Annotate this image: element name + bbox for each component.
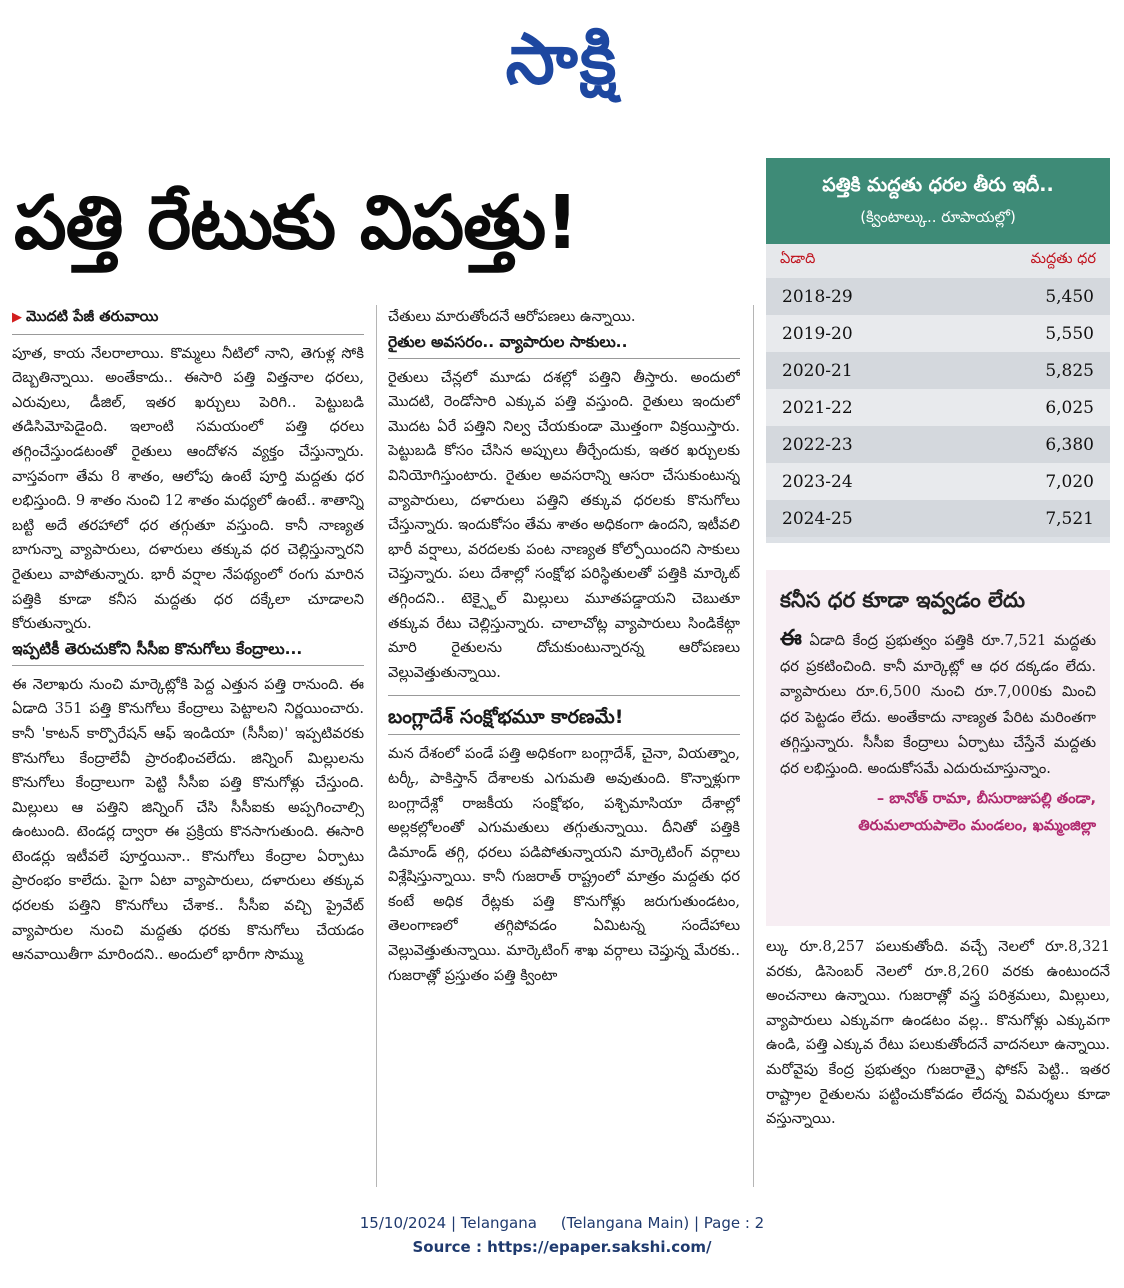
divider	[388, 695, 740, 696]
quote-title: కనీస ధర కూడా ఇవ్వడం లేదు	[780, 588, 1026, 612]
quote-signature-line-1: – బానోత్ రామా, బీసురాజుపల్లి తండా,	[876, 790, 1096, 807]
row-year: 2023-24	[782, 471, 853, 492]
table-row	[766, 389, 1110, 426]
column2-paragraph-3: మన దేశంలో పండే పత్తి అధికంగా బంగ్లాదేశ్, చైనా, వియత్నాం, టర్కీ, పాకిస్తాన్ దేశాలకు ఎగుమతి అవుతుంది. కొన్నాళ్లుగా బంగ్లాదేశ్లో రాజకీయ సంక్షోభం, పశ్చిమాసియా దేశాల్లో అల్లకల్లోలంతో ఎగుమతులు తగ్గుతున్నాయి. దీనితో పత్తికి డిమాండ్ తగ్గి, ధరలు పడిపోతున్నాయని మార్కెటింగ్ వర్గాలు విశ్లేషిస్తున్నాయి. కానీ గుజరాత్ రాష్ట్రంలో మాత్రం మద్దతు ధర కంటే అధిక రేట్లకు పత్తి కొనుగోళ్లు జరుగుతుండటం, తెలంగాణలో తగ్గిపోవడం ఏమిటన్న సందేహాలు వెల్లువెత్తుతున్నాయి. మార్కెటింగ్ శాఖ వర్గాలు చెప్తున్న మేరకు.. గుజరాత్లో ప్రస్తుతం పత్తి క్వింటా	[388, 745, 740, 984]
article-column-1	[12, 305, 364, 1190]
column1-paragraph-1: పూత, కాయ నేలరాలాయి. కొమ్మలు నీటిలో నాని, తెగుళ్ల సోకి దెబ్బతిన్నాయి. అంతేకాదు.. ఈసారి పత్తి విత్తనాల ధరలు, ఎరువులు, డీజిల్, ఇతర ఖర్చులు పెరిగి.. పెట్టుబడి తడిసిమోపెడైంది. ఇలాంటి సమయంలో పత్తి ధరలు తగ్గించేస్తుండటంతో రైతులు ఆందోళన వ్యక్తం చేస్తున్నారు. వాస్తవంగా తేమ 8 శాతం, ఆలోపు ఉంటే పూర్తి మద్దతు ధర లభిస్తుంది. 9 శాతం నుంచి 12 శాతం మధ్యలో ఉంటే.. శాతాన్ని బట్టి అదే తరహాలో ధర తగ్గుతూ వస్తుంది. కానీ నాణ్యత బాగున్నా వ్యాపారులు, దళారులు తక్కువ ధర చెల్లిస్తున్నారని రైతులు వాపోతున్నారు. భారీ వర్షాల నేపథ్యంలో రంగు మారిన పత్తికి కూడా కనీస మద్దతు ధర దక్కేలా చూడాలని కోరుతున్నారు.	[12, 344, 364, 633]
row-price: 5,450	[1045, 286, 1094, 307]
table-row	[766, 315, 1110, 352]
table-row	[766, 426, 1110, 463]
msp-table-header	[766, 158, 1110, 244]
sakshi-logo: సాక్షి	[505, 18, 619, 100]
footer-source: Source : https://epaper.sakshi.com/	[412, 1238, 712, 1256]
msp-table-title: పత్తికి మద్దతు ధరల తీరు ఇదీ..	[822, 174, 1054, 196]
bangladesh-subheading: బంగ్లాదేశ్ సంక్షోభమూ కారణమే!	[388, 706, 624, 729]
msp-table-body	[766, 278, 1110, 537]
table-row	[766, 463, 1110, 500]
col-header-price: మద్దతు ధర	[1030, 251, 1096, 267]
quote-body	[780, 626, 1096, 781]
msp-table-column-headers	[766, 244, 1110, 278]
continuation-label	[12, 305, 364, 331]
row-year: 2021-22	[782, 397, 853, 418]
msp-table-subtitle: (క్వింటాల్కు.. రూపాయల్లో)	[860, 208, 1016, 226]
play-arrow-icon: ▶	[12, 310, 22, 325]
divider	[388, 734, 740, 735]
continuation-text: మొదటి పేజీ తరువాయి	[26, 308, 159, 325]
col-header-year: ఏడాది	[780, 251, 816, 267]
divider	[388, 358, 740, 359]
row-year: 2024-25	[782, 508, 853, 529]
row-price: 7,521	[1045, 508, 1094, 529]
row-year: 2022-23	[782, 434, 853, 455]
row-price: 6,025	[1045, 397, 1094, 418]
row-year: 2018-29	[782, 286, 853, 307]
column-rule	[753, 305, 754, 1187]
row-year: 2020-21	[782, 360, 853, 381]
row-year: 2019-20	[782, 323, 853, 344]
row-price: 5,550	[1045, 323, 1094, 344]
table-row	[766, 500, 1110, 537]
divider	[12, 665, 364, 666]
table-row	[766, 278, 1110, 315]
column2-paragraph-1: చేతులు మారుతోందనే ఆరోపణలు ఉన్నాయి.	[388, 308, 636, 325]
table-row	[766, 352, 1110, 389]
quote-dropcap: ఈ	[780, 626, 802, 651]
column3-paragraph-1: ల్కు రూ.8,257 పలుకుతోంది. వచ్చే నెలలో రూ.8,321 వరకు, డిసెంబర్ నెలలో రూ.8,260 వరకు ఉంటుందనే అంచనాలు ఉన్నాయి. గుజరాత్లో వస్త్ర పరిశ్రమలు, మిల్లులు, వ్యాపారులు ఎక్కువగా ఉండటం వల్ల.. కొనుగోళ్లు ఎక్కువగా ఉండి, పత్తి ఎక్కువ రేటు పలుకుతోందనే వాదనలూ ఉన్నాయి. మరోవైపు కేంద్ర ప్రభుత్వం గుజరాత్పై ఫోకస్ పెట్టి.. ఇతర రాష్ట్రాల రైతులను పట్టించుకోవడం లేదన్న విమర్శలు కూడా వస్తున్నాయి.	[766, 938, 1110, 1128]
column1-paragraph-2: ఈ నెలాఖరు నుంచి మార్కెట్లోకి పెద్ద ఎత్తున పత్తి రానుంది. ఈ ఏడాది 351 పత్తి కొనుగోలు కేంద్రాలు పెట్టాలని నిర్ణయించారు. కానీ 'కాటన్ కార్పొరేషన్ ఆఫ్ ఇండియా (సీసీఐ)' ఇప్పటివరకు కొనుగోలు కేంద్రాలేవీ ప్రారంభించలేదు. జిన్నింగ్ మిల్లులను కొనుగోలు కేంద్రాలుగా పెట్టి సీసీఐ పత్తి కొనుగోళ్లు చేస్తుంది. మిల్లులు ఆ పత్తిని జిన్నింగ్ చేసి సీసీఐకు అప్పగించాల్సి ఉంటుంది. టెండర్ల ద్వారా ఈ ప్రక్రియ కొనసాగుతుంది. ఈసారి టెండర్లు ఇటీవలే పూర్తయినా.. కొనుగోలు కేంద్రాల ఏర్పాటు ప్రారంభం కాలేదు. పైగా ఏటా వ్యాపారులు, దళారులు తక్కువ ధరలకు పత్తిని కొనుగోలు చేశాక.. సీసీఐ వచ్చి ప్రైవేట్ వ్యాపారుల నుంచి మద్దతు ధరకు కొనుగోలు చేయడం ఆనవాయితీగా మారిందని.. అందులో భారీగా సొమ్ము	[12, 675, 364, 964]
article-column-3	[766, 935, 1110, 1185]
quote-text: ఏడాది కేంద్ర ప్రభుత్వం పత్తికి రూ.7,521 మద్దతు ధర ప్రకటించింది. కానీ మార్కెట్లో ఆ ధర దక్కడం లేదు. వ్యాపారులు రూ.6,500 నుంచి రూ.7,000కు మించి ధర పెట్టడం లేదు. అంతేకాదు నాణ్యత పేరిట మరింతగా తగ్గిస్తున్నారు. సీసీఐ కేంద్రాలు ఏర్పాటు చేస్తేనే మద్దతు ధర లభిస్తుంది. అందుకోసమే ఎదురుచూస్తున్నాం.	[780, 632, 1096, 777]
column1-subheading: ఇప్పటికీ తెరుచుకోని సీసీఐ కొనుగోలు కేంద్రాలు...	[12, 639, 303, 658]
article-column-2	[388, 305, 740, 1190]
column2-paragraph-2: రైతులు చేన్లలో మూడు దశల్లో పత్తిని తీస్తారు. అందులో మొదటి, రెండోసారి ఎక్కువ పత్తి వస్తుంది. రైతులు ఇందులో మొదట ఏరే పత్తిని నిల్వ చేయకుండా మొత్తంగా విక్రయిస్తారు. పెట్టుబడి కోసం చేసిన అప్పులు తీర్చేందుకు, ఇతర ఖర్చులకు వినియోగిస్తుంటారు. రైతుల అవసరాన్ని ఆసరా చేసుకుంటున్న వ్యాపారులు, దళారులు పత్తిని తక్కువ ధరలకు కొనుగోలు చేస్తున్నారు. ఇందుకోసం తేమ శాతం అధికంగా ఉందని, ఇటీవలి భారీ వర్షాలు, వరదలకు పంట నాణ్యత కోల్పోయిందని సాకులు చెప్తున్నారు. పలు దేశాల్లో సంక్షోభ పరిస్థితులతో పత్తికి మార్కెట్ తగ్గిందని.. టెక్స్టైల్ మిల్లులు మూతపడ్డాయని చెబుతూ తక్కువ రేటు చెల్లిస్తున్నారు. చాలాచోట్ల వ్యాపారులు సిండికేట్గా మారి రైతులను దోచుకుంటున్నారన్న ఆరోపణలు వెల్లువెత్తుతున్నాయి.	[388, 368, 740, 681]
msp-table	[766, 158, 1110, 543]
row-price: 6,380	[1045, 434, 1094, 455]
farmer-quote-box	[766, 570, 1110, 926]
divider	[12, 334, 364, 335]
column2-subheading: రైతుల అవసరం.. వ్యాపారుల సాకులు..	[388, 332, 628, 351]
row-price: 5,825	[1045, 360, 1094, 381]
page-headline: పత్తి రేటుకు విపత్తు!	[14, 180, 579, 266]
quote-signature-line-2: తిరుమలాయపాలెం మండలం, ఖమ్మంజిల్లా	[858, 817, 1096, 834]
footer-edition-info: 15/10/2024 | Telangana (Telangana Main) | Page : 2	[359, 1214, 765, 1232]
column-rule	[376, 305, 377, 1187]
row-price: 7,020	[1045, 471, 1094, 492]
